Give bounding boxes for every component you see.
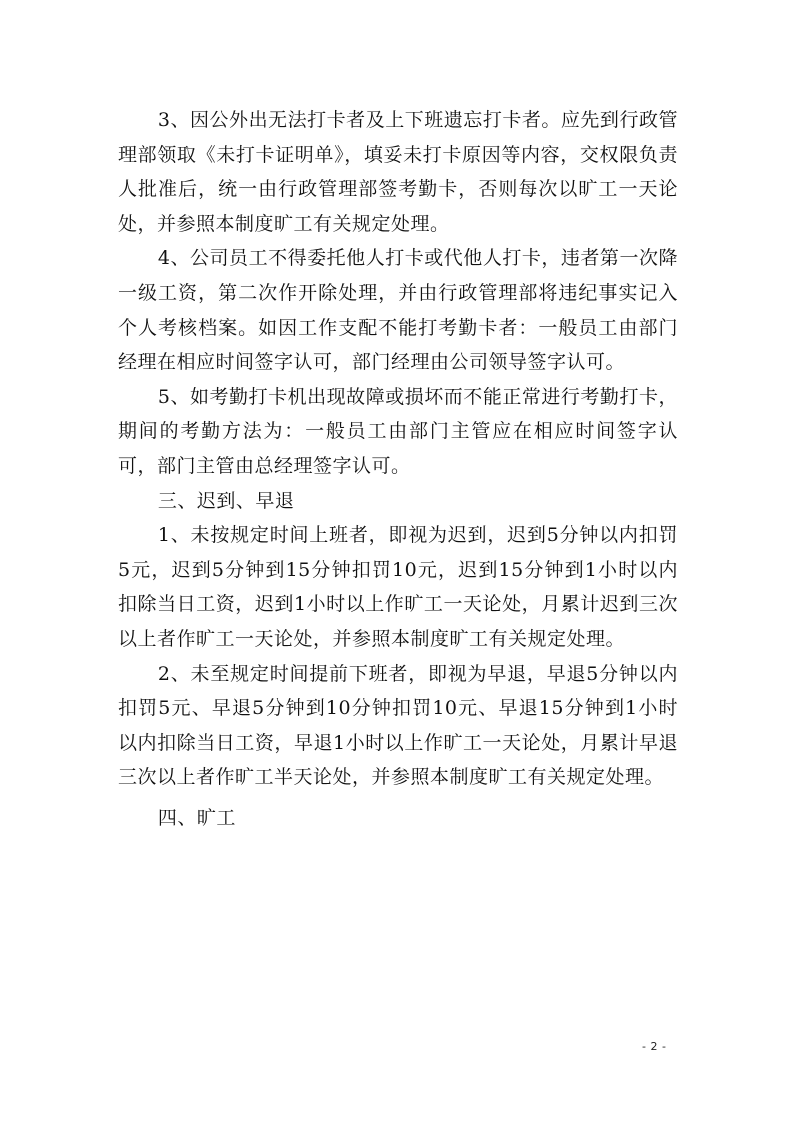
paragraph-early-leave-rule: 2、未至规定时间提前下班者，即视为早退，早退5分钟以内扣罚5元、早退5分钟到10分钟扣罚10元、早退15分钟到1小时以内扣除当日工资，早退1小时以上作旷工一天论处，月累计早退三次以上者作旷工半天论处，并参照本制度旷工有关规定处理。 xyxy=(118,662,678,789)
section-heading-late-early: 三、迟到、早退 xyxy=(157,489,295,512)
document-body xyxy=(118,103,678,835)
paragraph-late-rule: 1、未按规定时间上班者，即视为迟到，迟到5分钟以内扣罚5元，迟到5分钟到15分钟扣罚10元，迟到15分钟到1小时以内扣除当日工资，迟到1小时以上作旷工一天论处，月累计迟到三次以上者作旷工一天论处，并参照本制度旷工有关规定处理。 xyxy=(118,524,678,650)
paragraph-clause-4: 4、公司员工不得委托他人打卡或代他人打卡，违者第一次降一级工资，第二次作开除处理，并由行政管理部将违纪事实记入个人考核档案。如因工作支配不能打考勤卡者：一般员工由部门经理在相应时间签字认可，部门经理由公司领导签字认可。 xyxy=(118,247,678,374)
page-number: - 2 - xyxy=(642,1040,667,1053)
section-heading-absenteeism: 四、旷工 xyxy=(157,806,236,829)
paragraph-clause-5: 5、如考勤打卡机出现故障或损坏而不能正常进行考勤打卡，期间的考勤方法为：一般员工由部门主管应在相应时间签字认可，部门主管由总经理签字认可。 xyxy=(118,385,678,477)
paragraph-clause-3: 3、因公外出无法打卡者及上下班遗忘打卡者。应先到行政管理部领取《未打卡证明单》，填妥未打卡原因等内容，交权限负责人批准后，统一由行政管理部签考勤卡，否则每次以旷工一天论处，并参照本制度旷工有关规定处理。 xyxy=(118,109,678,235)
